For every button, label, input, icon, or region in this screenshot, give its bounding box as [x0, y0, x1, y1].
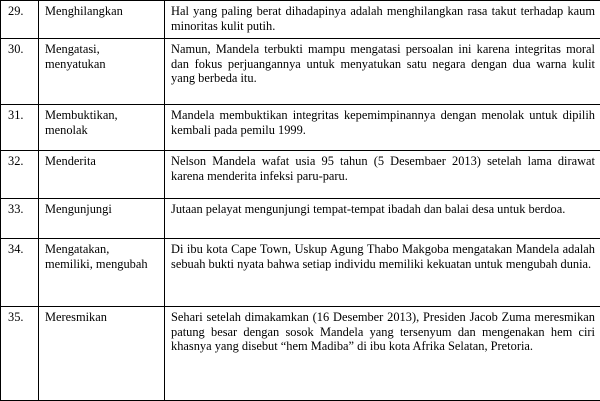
word-cell: Menghilangkan [39, 1, 165, 39]
word-cell: Menderita [39, 151, 165, 199]
row-number: 32. [1, 151, 39, 199]
sentence-cell: Namun, Mandela terbukti mampu mengatasi persoalan ini karena integritas moral dan fokus perjuangannya untuk menyatukan satu negara dengan dua warna kulit yang berbeda itu. [165, 39, 600, 105]
sentence-cell: Di ibu kota Cape Town, Uskup Agung Thabo Makgoba mengatakan Mandela adalah sebuah bukti nyata bahwa setiap individu memiliki kekuatan untuk mengubah dunia. [165, 239, 600, 307]
row-number: 33. [1, 199, 39, 239]
word-cell: Mengatasi, menyatukan [39, 39, 165, 105]
table-row [1, 151, 600, 199]
sentence-cell: Jutaan pelayat mengunjungi tempat-tempat ibadah dan balai desa untuk berdoa. [165, 199, 600, 239]
table-row [1, 239, 600, 307]
word-cell: Mengunjungi [39, 199, 165, 239]
row-number: 31. [1, 105, 39, 151]
row-number: 30. [1, 39, 39, 105]
row-number: 34. [1, 239, 39, 307]
table-row [1, 307, 600, 401]
table-row [1, 39, 600, 105]
word-cell: Membuktikan, menolak [39, 105, 165, 151]
sentence-cell: Mandela membuktikan integritas kepemimpinannya dengan menolak untuk dipilih kembali pada pemilu 1999. [165, 105, 600, 151]
row-number: 29. [1, 1, 39, 39]
sentence-cell: Sehari setelah dimakamkan (16 Desember 2013), Presiden Jacob Zuma meresmikan patung besar dengan sosok Mandela yang tersenyum dan mengenakan hem ciri khasnya yang disebut “hem Madiba” di ibu kota Afrika Selatan, Pretoria. [165, 307, 600, 401]
sentence-cell: Nelson Mandela wafat usia 95 tahun (5 Desembaer 2013) setelah lama dirawat karena menderita infeksi paru-paru. [165, 151, 600, 199]
word-cell: Mengatakan, memiliki, mengubah [39, 239, 165, 307]
sentence-cell: Hal yang paling berat dihadapinya adalah menghilangkan rasa takut terhadap kaum minoritas kulit putih. [165, 1, 600, 39]
table-row [1, 105, 600, 151]
table-row [1, 1, 600, 39]
table-row [1, 199, 600, 239]
word-cell: Meresmikan [39, 307, 165, 401]
row-number: 35. [1, 307, 39, 401]
